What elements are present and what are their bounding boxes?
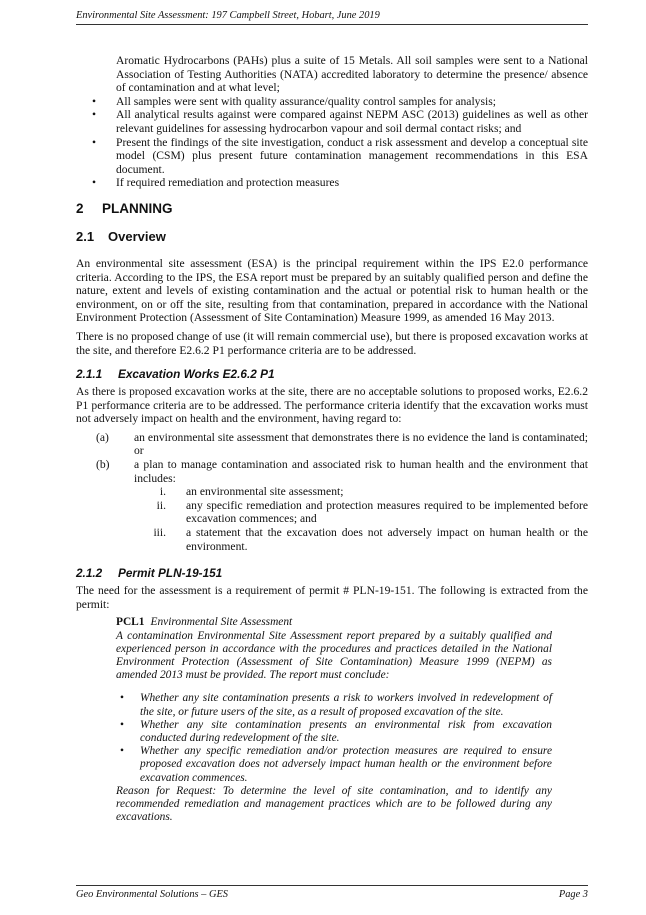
list-item: [76, 136, 588, 177]
criteria-subitem-ii: [76, 499, 588, 526]
criteria-item-a: [76, 431, 588, 458]
page-footer: [76, 885, 588, 901]
list-item-text: All samples were sent with quality assurance/quality control samples for analysis;: [116, 94, 496, 108]
list-item-text: Whether any site contamination presents an environmental risk from excavation conducted during redevelopment of the site.: [140, 718, 552, 745]
bullet-icon: •: [92, 135, 97, 149]
item-text: a statement that the excavation does not adversely impact on human health or the environment.: [186, 526, 588, 553]
bullet-icon: •: [92, 108, 97, 122]
section-title: Overview: [108, 228, 166, 244]
item-label: i.: [159, 485, 166, 499]
section-heading-permit: [76, 566, 588, 580]
section-title: Permit PLN-19-151: [118, 566, 223, 581]
list-item-text: Whether any site contamination presents a risk to workers involved in redevelopment of the site, or future users of the site, as a result of proposed excavation of the site.: [140, 692, 552, 718]
item-text: an environmental site assessment;: [186, 485, 344, 499]
list-item-text: Present the findings of the site investigation, conduct a risk assessment and develop a conceptual site model (CSM) plus present future contamination management recommendations in this ESA document.: [116, 135, 588, 176]
item-label: iii.: [153, 526, 166, 540]
list-item: [76, 95, 588, 109]
section-number: 2: [76, 200, 84, 216]
bullet-icon: •: [92, 176, 97, 190]
section-title: PLANNING: [102, 200, 173, 216]
permit-reason: Reason for Request: To determine the level of site contamination, and to identify any recommended remediation and management practices which are to be followed during any excavations.: [116, 784, 552, 824]
criteria-subitem-i: [76, 485, 588, 499]
item-label: (a): [96, 430, 109, 444]
footer-page-number: Page 3: [558, 889, 588, 900]
list-item: [76, 108, 588, 135]
section-heading-excavation-works: [76, 367, 588, 381]
page-content: [76, 54, 588, 824]
intro-continuation: Aromatic Hydrocarbons (PAHs) plus a suite of 15 Metals. All soil samples were sent to a National Association of Testing Authorities (NATA) accredited laboratory to determine the presence/ absence of contamination and at what level;: [116, 54, 588, 95]
bullet-icon: •: [120, 692, 124, 705]
permit-extract-quote: [116, 616, 552, 824]
criteria-subitem-iii: [76, 526, 588, 553]
section-number: 2.1: [76, 228, 95, 244]
item-text: a plan to manage contamination and associated risk to human health and the environment that includes:: [134, 458, 588, 485]
permit-condition-heading: [116, 616, 552, 629]
excavation-paragraph: As there is proposed excavation works at the site, there are no acceptable solutions to proposed works, E2.6.2 P1 performance criteria are to be addressed. The performance criteria identify that the excavation works must not adversely impact on health and the environment, having regard to:: [76, 385, 588, 426]
permit-condition-code: PCL1: [116, 616, 145, 629]
item-text: an environmental site assessment that demonstrates there is no evidence the land is contaminated; or: [134, 430, 588, 458]
page-header: Environmental Site Assessment: 197 Campbell Street, Hobart, June 2019: [76, 10, 588, 25]
bullet-icon: •: [120, 718, 124, 731]
section-title: Excavation Works E2.6.2 P1: [118, 367, 275, 382]
bullet-icon: •: [120, 745, 124, 758]
overview-paragraph-1: An environmental site assessment (ESA) is the principal requirement within the IPS E2.0 performance criteria. According to the IPS, the ESA report must be prepared by an suitably qualified person and define the nature, extent and levels of existing contamination and the actual or potential risk to human health or the environment, on or off the site, resulting from that contamination, prepared in accordance with the National Environment Protection (Assessment of Site Contamination) Measure 1999, as amended 16 May 2013.: [76, 256, 588, 325]
item-label: ii.: [156, 498, 166, 512]
intro-bullet-list: [76, 95, 588, 190]
section-number: 2.1.1: [76, 367, 103, 382]
permit-paragraph: The need for the assessment is a requirement of permit # PLN-19-151. The following is extracted from the permit:: [76, 584, 588, 611]
list-item-text: All analytical results against were compared against NEPM ASC (2013) guidelines as well as other relevant guidelines for assessing hydrocarbon vapour and soil dermal contact risks; and: [116, 108, 588, 135]
criteria-item-b: [76, 458, 588, 485]
section-heading-overview: [76, 229, 588, 245]
section-number: 2.1.2: [76, 566, 103, 581]
list-item: [116, 745, 552, 785]
bullet-icon: •: [92, 94, 97, 108]
list-item: [116, 692, 552, 718]
list-item-text: If required remediation and protection measures: [116, 176, 340, 190]
list-item-text: Whether any specific remediation and/or protection measures are required to ensure proposed excavation does not adversely impact human health or the environment before excavation commences.: [140, 745, 552, 784]
footer-company: Geo Environmental Solutions – GES: [76, 889, 228, 900]
section-heading-planning: [76, 201, 588, 217]
list-item: [76, 176, 588, 190]
permit-condition-body: A contamination Environmental Site Assessment report prepared by a suitably qualified and experienced person in accordance with the procedures and practices detailed in the National Environment Protection (Assessment of Site Contamination) Measure 1999 (NEPM) as amended 2013 must be provided. The report must conclude:: [116, 629, 552, 682]
list-item: [116, 719, 552, 745]
item-label: (b): [96, 458, 110, 472]
permit-condition-title: Environmental Site Assessment: [150, 616, 293, 629]
item-text: any specific remediation and protection measures required to be implemented before excavation commences; and: [186, 498, 588, 526]
permit-bullet-list: [116, 692, 552, 784]
overview-paragraph-2: There is no proposed change of use (it will remain commercial use), but there is proposed excavation works at the site, and therefore E2.6.2 P1 performance criteria are to be addressed.: [76, 329, 588, 357]
